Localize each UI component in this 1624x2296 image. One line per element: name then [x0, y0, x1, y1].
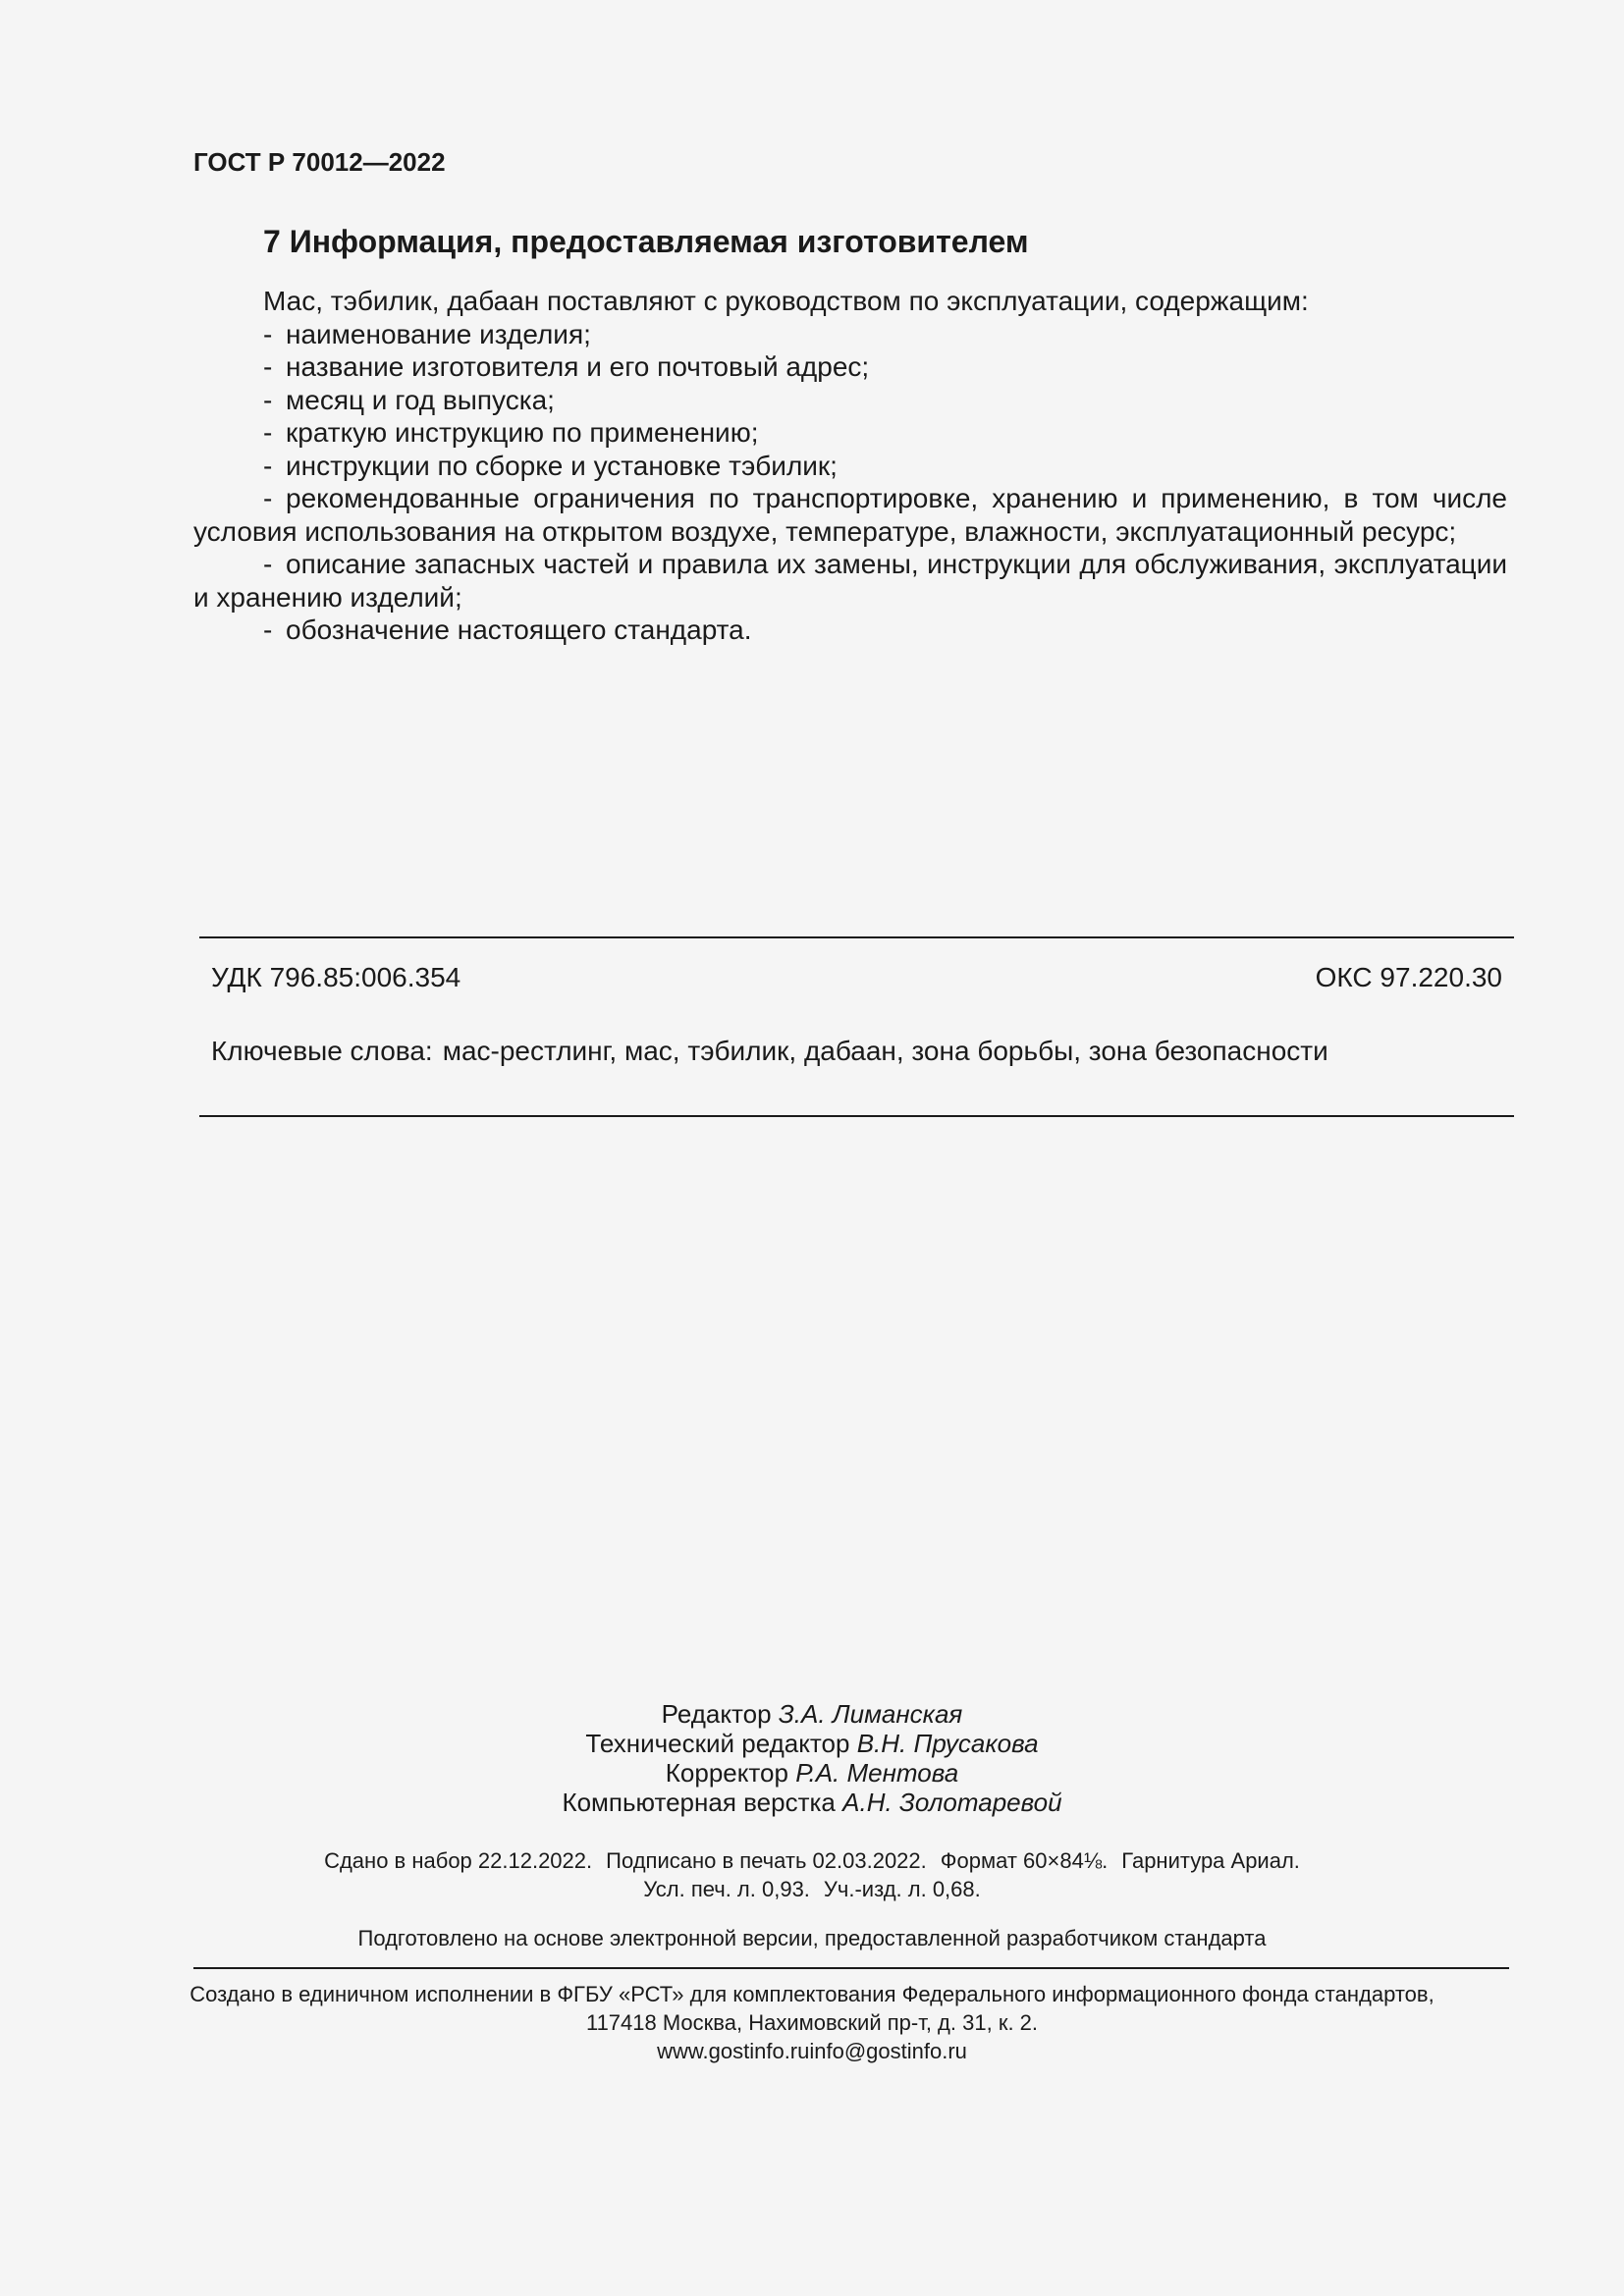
list-item-text: месяц и год выпуска; [286, 384, 555, 415]
list-dash: - [263, 450, 273, 481]
list-item [193, 350, 1507, 384]
imprint-submitted: Сдано в набор 22.12.2022. [324, 1848, 593, 1873]
credit-label: Компьютерная верстка [562, 1788, 836, 1817]
list-item-text: название изготовителя и его почтовый адрес; [286, 351, 870, 382]
list-item-text: описание запасных частей и правила их замены, инструкции для обслуживания, эксплуатации и хранению изделий; [193, 549, 1507, 613]
created-line-1: Создано в единичном исполнении в ФГБУ «РСТ» для комплектования Федерального информационного фонда стандартов, [189, 1982, 1435, 2006]
list-item [193, 384, 1507, 417]
created-block [0, 1980, 1624, 2065]
email-link[interactable]: info@gostinfo.ru [809, 2039, 967, 2063]
document-header: ГОСТ Р 70012—2022 [193, 147, 446, 177]
website-link[interactable]: www.gostinfo.ru [657, 2039, 810, 2063]
list-item [193, 482, 1507, 548]
created-contacts [0, 2037, 1624, 2065]
list-item-text: рекомендованные ограничения по транспортировке, хранению и применению, в том числе условия использования на открытом воздухе, температуре, влажности, эксплуатационный ресурс; [193, 483, 1507, 547]
list-item-text: инструкции по сборке и установке тэбилик; [286, 450, 838, 481]
divider-top [199, 936, 1514, 938]
section-intro: Мас, тэбилик, дабаан поставляют с руководством по эксплуатации, содержащим: [263, 286, 1309, 316]
keywords-label: Ключевые слова: [211, 1036, 433, 1066]
credit-editor [0, 1699, 1624, 1729]
list-dash: - [263, 614, 273, 645]
credit-name: В.Н. Прусакова [856, 1729, 1039, 1758]
list-item [193, 614, 1507, 647]
created-address: 117418 Москва, Нахимовский пр-т, д. 31, к. 2. [585, 2010, 1039, 2035]
credit-name: Р.А. Ментова [795, 1758, 959, 1788]
imprint-line-2 [0, 1875, 1624, 1903]
list-item [193, 548, 1507, 614]
keywords-values: мас-рестлинг, мас, тэбилик, дабаан, зона борьбы, зона безопасности [442, 1036, 1328, 1066]
imprint-block [0, 1846, 1624, 1903]
credits-block [0, 1699, 1624, 1817]
divider-bottom [199, 1115, 1514, 1117]
credit-name: З.А. Лиманская [778, 1699, 963, 1729]
udk-code: УДК 796.85:006.354 [211, 962, 461, 992]
imprint-publ-sheets: Уч.-изд. л. 0,68. [823, 1877, 981, 1901]
keywords-line [211, 1036, 1328, 1067]
credit-corrector [0, 1758, 1624, 1788]
credit-name: А.Н. Золотаревой [842, 1788, 1062, 1817]
list-item [193, 450, 1507, 483]
prepared-note: Подготовлено на основе электронной версии, предоставленной разработчиком стандарта [357, 1926, 1267, 1950]
list-item [193, 416, 1507, 450]
credit-layout [0, 1788, 1624, 1817]
list-item [193, 318, 1507, 351]
list-item-text: краткую инструкцию по применению; [286, 417, 759, 448]
list-item-text: обозначение настоящего стандарта. [286, 614, 752, 645]
imprint-typeface: Гарнитура Ариал. [1121, 1848, 1300, 1873]
imprint-print-sheets: Усл. печ. л. 0,93. [643, 1877, 810, 1901]
oks-code: ОКС 97.220.30 [1315, 962, 1502, 992]
divider-footer [193, 1967, 1509, 1969]
list-item-text: наименование изделия; [286, 318, 591, 349]
credit-label: Редактор [661, 1699, 772, 1729]
credit-label: Корректор [665, 1758, 788, 1788]
list-dash: - [263, 351, 273, 382]
list-dash: - [263, 318, 273, 349]
imprint-format: Формат 60×84⅛. [940, 1848, 1109, 1873]
list-dash: - [263, 483, 273, 513]
list-dash: - [263, 417, 273, 448]
credit-tech-editor [0, 1729, 1624, 1758]
imprint-line-1 [0, 1846, 1624, 1875]
section-title: 7 Информация, предоставляемая изготовителем [263, 224, 1029, 259]
section-content [193, 285, 1507, 647]
list-dash: - [263, 384, 273, 415]
imprint-signed: Подписано в печать 02.03.2022. [606, 1848, 927, 1873]
list-dash: - [263, 549, 273, 579]
credit-label: Технический редактор [585, 1729, 850, 1758]
